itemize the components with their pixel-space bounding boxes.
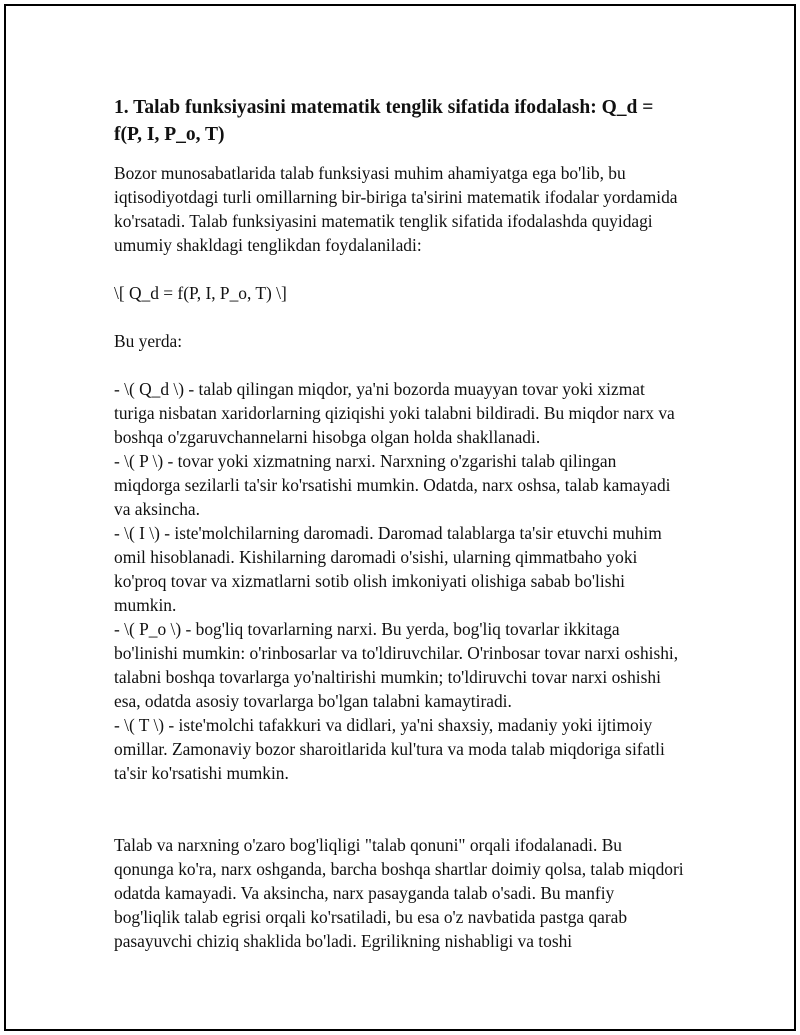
- definition-list: [114, 377, 684, 785]
- document-title: 1. Talab funksiyasini matematik tenglik sifatida ifodalash: Q_d = f(P, I, P_o, T): [114, 97, 654, 145]
- definition-item-po: - \( P_o \) - bog'liq tovarlarning narxi. Bu yerda, bog'liq tovarlar ikkitaga bo'linishi mumkin: o'rinbosarlar va to'ldiruvchilar. O'rinbosar tovar narxi oshishi, talabni boshqa tovarlarga yo'naltirishi mumkin; to'ldiruvchi tovar narxi oshishi esa, odatda asosiy tovarlarga bo'lgan talabni kamaytiradi.: [114, 619, 679, 711]
- intro-paragraph: Bozor munosabatlarida talab funksiyasi muhim ahamiyatga ega bo'lib, bu iqtisodiyotdagi turli omillarning bir-biriga ta'sirini matematik ifodalar yordamida ko'rsatadi. Talab funksiyasini matematik tenglik sifatida ifodalashda quyidagi umumiy shakldagi tenglikdan foydalaniladi:: [114, 163, 678, 255]
- closing-paragraph: Talab va narxning o'zaro bog'liqligi "talab qonuni" orqali ifodalanadi. Bu qonunga ko'ra, narx oshganda, barcha boshqa shartlar doimiy qolsa, talab miqdori odatda kamayadi. Va aksincha, narx pasayganda talab o'sadi. Bu manfiy bog'liqlik talab egrisi orqali ko'rsatiladi, bu esa o'z navbatida pastga qarab pasayuvchi chiziq shaklida bo'ladi. Egrilikning nishabligi va toshi: [114, 835, 684, 951]
- spacer: [114, 353, 684, 377]
- spacer: [114, 305, 684, 329]
- definition-item-t: - \( T \) - iste'molchi tafakkuri va didlari, ya'ni shaxsiy, madaniy yoki ijtimoiy omillar. Zamonaviy bozor sharoitlarida kul'tura va moda talab miqdoriga sifatli ta'sir ko'rsatishi mumkin.: [114, 715, 665, 783]
- spacer: [114, 257, 684, 281]
- formula-line: \[ Q_d = f(P, I, P_o, T) \]: [114, 283, 287, 303]
- spacer: [114, 785, 684, 809]
- definition-item-i: - \( I \) - iste'molchilarning daromadi. Daromad talablarga ta'sir etuvchi muhim omil hisoblanadi. Kishilarning daromadi o'sishi, ularning qimmatbaho yoki ko'proq tovar va xizmatlarni sotib olish imkoniyati olishiga sabab bo'lishi mumkin.: [114, 523, 662, 615]
- definition-item-qd: - \( Q_d \) - talab qilingan miqdor, ya'ni bozorda muayyan tovar yoki xizmat turiga nisbatan xaridorlarning qiziqishi yoki talabni bildiradi. Bu miqdor narx va boshqa o'zgaruvchannelarni hisobga olgan holda shakllanadi.: [114, 379, 675, 447]
- spacer: [114, 809, 684, 833]
- definition-item-p: - \( P \) - tovar yoki xizmatning narxi. Narxning o'zgarishi talab qilingan miqdorga sezilarli ta'sir ko'rsatishi mumkin. Odatda, narx oshsa, talab kamayadi va aksincha.: [114, 451, 671, 519]
- where-label: Bu yerda:: [114, 331, 183, 351]
- document-body: [114, 94, 684, 953]
- spacer: [114, 148, 684, 161]
